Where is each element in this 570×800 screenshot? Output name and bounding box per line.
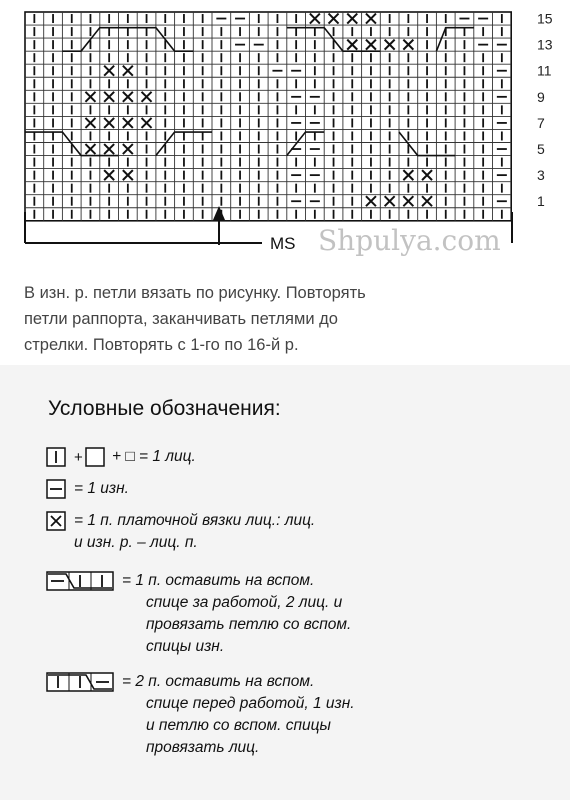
row-number: 9 xyxy=(537,88,545,105)
instructions xyxy=(24,280,544,358)
legend-line: спице за работой, 2 лиц. и xyxy=(146,594,343,611)
legend-line: = 2 п. оставить на вспом. xyxy=(122,673,315,690)
legend-line: провязать петлю со вспом. xyxy=(146,616,352,633)
row-number: 3 xyxy=(537,167,545,184)
legend-line: и петлю со вспом. спицы xyxy=(146,717,331,734)
legend-text xyxy=(74,478,129,500)
cable-front-symbol-icon xyxy=(46,671,116,693)
ms-label: MS xyxy=(270,234,296,253)
instructions-line: петли раппорта, заканчивать петлями до xyxy=(24,310,338,328)
legend-text xyxy=(122,570,351,658)
legend-line: + □ = 1 лиц. xyxy=(112,448,196,465)
legend-text xyxy=(112,446,196,468)
legend-line: = 1 п. оставить на вспом. xyxy=(122,572,315,589)
row-number: 7 xyxy=(537,114,545,131)
legend-item-garter xyxy=(46,510,315,554)
garter-x-symbol-icon xyxy=(46,510,68,532)
watermark: Shpulya.com xyxy=(318,224,501,257)
legend-line: спице перед работой, 1 изн. xyxy=(146,695,355,712)
legend-line: спицы изн. xyxy=(146,638,225,655)
cable-back-symbol-icon xyxy=(46,570,116,592)
legend-line: = 1 изн. xyxy=(74,480,129,497)
legend-line: провязать лиц. xyxy=(146,739,260,756)
row-number: 13 xyxy=(537,36,553,53)
row-number: 1 xyxy=(537,193,545,210)
knit-symbol-icon xyxy=(46,446,106,468)
legend-line: = 1 п. платочной вязки лиц.: лиц. xyxy=(74,512,316,529)
row-number: 11 xyxy=(537,62,552,79)
legend-item-knit xyxy=(46,446,196,468)
row-number: 15 xyxy=(537,10,553,27)
instructions-line: В изн. р. петли вязать по рисунку. Повторять xyxy=(24,284,366,302)
legend-item-purl xyxy=(46,478,129,500)
legend-title: Условные обозначения: xyxy=(48,397,281,420)
legend-item-cable-back xyxy=(46,570,351,658)
legend-item-cable-front xyxy=(46,671,355,759)
row-numbers xyxy=(537,11,553,210)
legend-line: и изн. р. – лиц. п. xyxy=(74,534,198,551)
legend-text xyxy=(74,510,315,554)
instructions-line: стрелки. Повторять с 1-го по 16-й р. xyxy=(24,336,299,354)
legend-text xyxy=(122,671,355,759)
chart-grid xyxy=(25,12,511,221)
row-number: 5 xyxy=(537,141,545,158)
knitting-chart xyxy=(0,0,570,275)
chart-panel xyxy=(0,0,570,365)
svg-text:+: + xyxy=(74,449,83,466)
purl-symbol-icon xyxy=(46,478,68,500)
